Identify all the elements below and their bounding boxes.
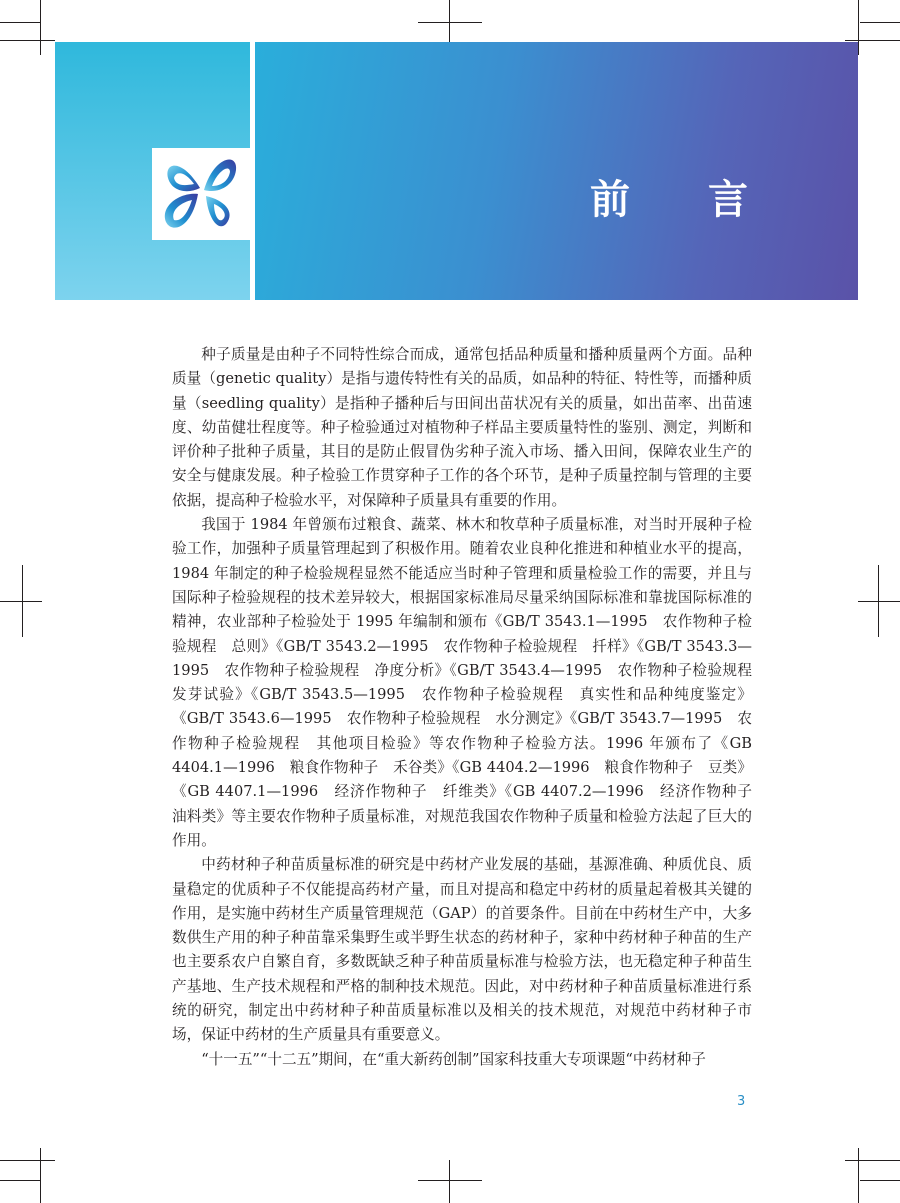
crop-mark [418,22,482,23]
crop-mark [449,1160,450,1203]
butterfly-leaf-logo-icon [152,148,250,240]
page-title: 前言 [590,177,826,223]
crop-mark [858,0,859,55]
crop-mark [858,601,900,602]
crop-mark [0,40,55,41]
crop-mark [0,1160,55,1161]
crop-mark [0,601,42,602]
crop-mark [860,22,900,23]
crop-mark [0,1180,40,1181]
crop-mark [878,565,879,637]
crop-mark [860,1180,900,1181]
crop-mark [40,1148,41,1203]
crop-mark [858,1148,859,1203]
crop-mark [0,22,40,23]
paragraph: 中药材种子种苗质量标准的研究是中药材产业发展的基础，基源准确、种质优良、质量稳定的优质种子不仅能提高药材产量，而且对提高和稳定中药材的质量起着极其关键的作用，是实施中药材生产质量管理规范（GAP）的首要条件。目前在中药材生产中，大多数供生产用的种子种苗靠采集野生或半野生状态的药材种子，家种中药材种子种苗的生产也主要系农户自繁自育，多数既缺乏种子种苗质量标准与检验方法，也无稳定种子种苗生产基地、生产技术规程和严格的制种技术规范。因此，对中药材种子种苗质量标准进行系统的研究，制定出中药材种子种苗质量标准以及相关的技术规范，对规范中药材种子市场，保证中药材的生产质量具有重要意义。 [172,856,752,1044]
crop-mark [845,1160,900,1161]
crop-mark [40,0,41,55]
crop-mark [449,0,450,42]
paragraph: “十一五”“十二五”期间，在“重大新药创制”国家科技重大专项课题“中药材种子 [201,1050,706,1068]
page-number: 3 [737,1094,746,1109]
paragraph: 我国于 1984 年曾颁布过粮食、蔬菜、林木和牧草种子质量标准，对当时开展种子检验工作，加强种子质量管理起到了积极作用。随着农业良种化推进和种植业水平的提高，1984 年制定的种子检验规程显然不能适应当时种子管理和质量检验工作的需要，并且与国际种子检验规程的技术差异较大，根据国家标准局尽量采纳国际标准和靠拢国际标准的精神，农业部种子检验处于 1995 年编制和颁布《GB/T 3543.1—1995 农作物种子检验规程 总则》《GB/T 3543.2—1995 农作物种子检验规程 扦样》《GB/T 3543.3—1995 农作物种子检验规程 净度分析》《GB/T 3543.4—1995 农作物种子检验规程 发芽试验》《GB/T 3543.5—1995 农作物种子检验规程 真实性和品种纯度鉴定》《GB/T 3543.6—1995 农作物种子检验规程 水分测定》《GB/T 3543.7—1995 农作物种子检验规程 其他项目检验》等农作物种子检验方法。1996 年颁布了《GB 4404.1—1996 粮食作物种子 禾谷类》《GB 4404.2—1996 粮食作物种子 豆类》《GB 4407.1—1996 经济作物种子 纤维类》《GB 4407.2—1996 经济作物种子 油料类》等主要农作物种子质量标准，对规范我国农作物种子质量和检验方法起了巨大的作用。 [172,516,767,849]
preface-body [172,343,767,1072]
crop-mark [22,565,23,637]
crop-mark [845,40,900,41]
paragraph: 种子质量是由种子不同特性综合而成，通常包括品种质量和播种质量两个方面。品种质量（genetic quality）是指与遗传特性有关的品质，如品种的特征、特性等，而播种质量（seedling quality）是指种子播种后与田间出苗状况有关的质量，如出苗率、出苗速度、幼苗健壮程度等。种子检验通过对植物种子样品主要质量特性的鉴别、测定，判断和评价种子批种子质量，其目的是防止假冒伪劣种子流入市场、播入田间，保障农业生产的安全与健康发展。种子检验工作贯穿种子工作的各个环节，是种子质量控制与管理的主要依据，提高种子检验水平，对保障种子质量具有重要的作用。 [172,346,752,509]
logo [152,148,250,240]
crop-mark [418,1180,482,1181]
